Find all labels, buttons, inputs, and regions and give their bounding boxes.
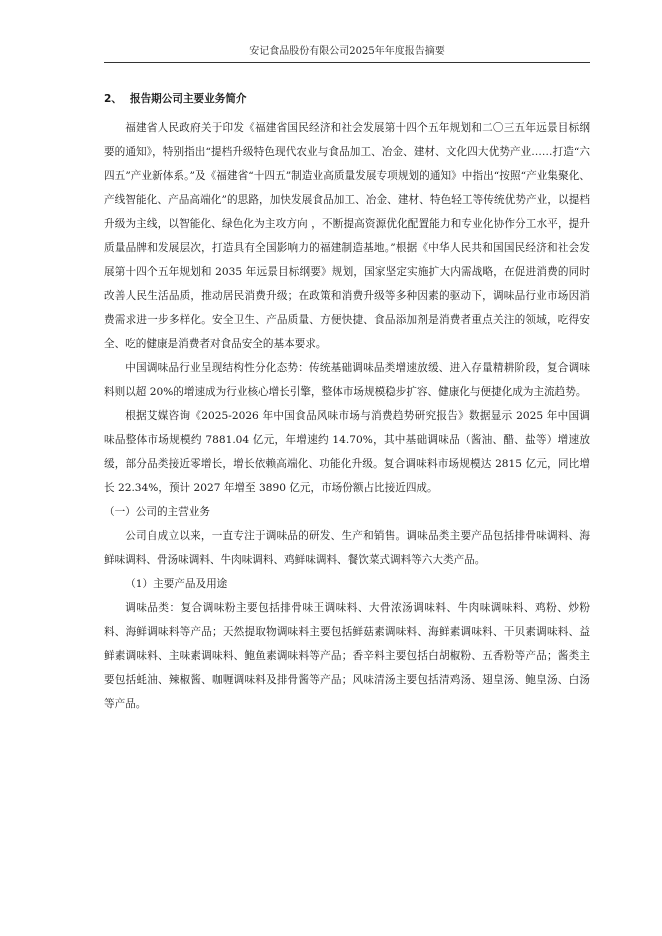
paragraph-policy: 福建省人民政府关于印发《福建省国民经济和社会发展第十四个五年规划和二〇三五年远景目标纲要的通知》，特别指出“提档升级特色现代农业与食品加工、冶金、建材、文化四大优势产业……打造“六四五”产业新体系。”及《福建省“十四五”制造业高质量发展专项规划的通知》中指出“按照“产业集聚化、产线智能化、产品高端化”的思路，加快发展食品加工、冶金、建材、特色轻工等传统优势产业，以提档升级为主线，以智能化、绿色化为主攻方向 ，不断提高资源优化配置能力和专业化协作分工水平，提升质量品牌和发展层次，打造具有全国影响力的福建制造基地。”根据《中华人民共和国国民经济和社会发展第十四个五年规划和 2035 年远景目标纲要》规划，国家坚定实施扩大内需战略，在促进消费的同时改善人民生活品质，推动居民消费升级；在政策和消费升级等多种因素的驱动下，调味品行业市场因消费需求进一步多样化。安全卫生、产品质量、方便快捷、食品添加剂是消费者重点关注的领域，吃得安全、吃的健康是消费者对食品安全的基本要求。 — [104, 122, 590, 350]
paragraph-industry-trend: 中国调味品行业呈现结构性分化态势：传统基础调味品类增速放缓、进入存量精耕阶段，复合调味料则以超 20%的增速成为行业核心增长引擎，整体市场规模稳步扩容、健康化与便捷化成为主流趋势。 — [104, 362, 590, 398]
header-divider — [104, 62, 590, 63]
subsection-products: （1）主要产品及用途 — [125, 578, 228, 590]
running-header: 安记食品股份有限公司2025年年度报告摘要 — [249, 46, 445, 57]
paragraph-products: 调味品类：复合调味粉主要包括排骨味王调味料、大骨浓汤调味料、牛肉味调味料、鸡粉、炒粉料、海鲜调味料等产品；天然提取物调味料主要包括鲜菇素调味料、海鲜素调味料、干贝素调味料、益鲜素调味料、主味素调味料、鲍鱼素调味料等产品；香辛料主要包括白胡椒粉、五香粉等产品；酱类主要包括蚝油、辣椒酱、咖喱调味料及排骨酱等产品；风味清汤主要包括清鸡汤、翅皇汤、鲍皇汤、白汤等产品。 — [104, 602, 590, 710]
paragraph-main-business: 公司自成立以来，一直专注于调味品的研发、生产和销售。调味品类主要产品包括排骨味调料、海鲜味调料、骨汤味调料、牛肉味调料、鸡鲜味调料、餐饮菜式调料等六大类产品。 — [104, 530, 590, 566]
paragraph-market-data: 根据艾媒咨询《2025-2026 年中国食品风味市场与消费趋势研究报告》数据显示 2025 年中国调味品整体市场规模约 7881.04 亿元，年增速约 14.70%，其中基础调味品（酱油、醋、盐等）增速放缓，部分品类接近零增长，增长依赖高端化、功能化升级。复合调味料市场规模达 2815 亿元，同比增长 22.34%，预计 2027 年增至 3890 亿元，市场份额占比接近四成。 — [104, 410, 590, 494]
subsection-main-business: （一）公司的主营业务 — [104, 506, 210, 518]
section-number: 2、 — [104, 93, 122, 105]
section-heading — [104, 88, 590, 110]
section-title: 报告期公司主要业务简介 — [130, 93, 247, 105]
document-body — [104, 88, 590, 716]
